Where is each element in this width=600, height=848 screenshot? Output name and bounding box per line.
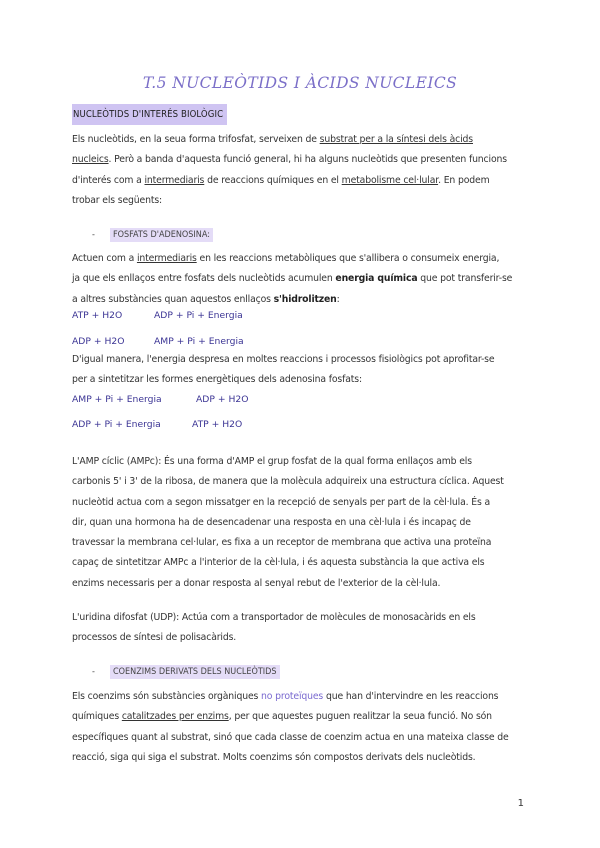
page-title: T.5 NUCLEÒTIDS I ÀCIDS NUCLEICS [142,74,458,92]
ampc-paragraph: L'AMP cíclic (AMPc): És una forma d'AMP el grup fosfat de la qual forma enllaços amb els carbonis 5' i 3' de la ribosa, de manera que la molècula adquireix una estructura cíclica. Aquest nucleòtid actua com a segon missatger en la recepció de senyals per part de la cèl·lula. És a dir, quan una hormona ha de desencadenar una resposta en una cèl·lula i és incapaç de travessar la membrana cel·lular, es fixa a un receptor de membrana que activa una proteïna capaç de sintetitzar AMPc a l'interior de la cèl·lula, i és aquesta substància la que activa els enzims necessaris per a donar resposta al senyal rebut de l'exterior de la cèl·lula. [72,456,504,589]
equation-amp-synthesis: AMP + Pi + Energia ADP + H2O [72,394,249,405]
intro-paragraph: Els nucleòtids, en la seua forma trifosfat, serveixen de substrat per a la síntesi dels àcids nucleics. Però a banda d'aquesta funció general, hi ha alguns nucleòtids que presenten funcions d'interés com a intermediaris de reaccions químiques en el metabolisme cel·lular. En podem trobar els següents: [72,134,507,206]
fosfats-paragraph-2: D'igual manera, l'energia despresa en moltes reaccions i processos fisiològics pot aprofitar-se per a sintetitzar les formes energètiques dels adenosina fosfats: [72,354,495,386]
coenzims-paragraph: Els coenzims són substàncies orgàniques no proteïques que han d'intervindre en les reaccions químiques catalitzades per enzims, per que aquestes puguen realitzar la seua funció. No són específiques quant al substrat, sinó que cada classe de coenzim actua en una mateixa classe de reacció, siga qui siga el substrat. Molts coenzims són compostos derivats dels nucleòtids. [72,691,509,763]
section-heading: NUCLEÒTIDS D'INTERÉS BIOLÒGIC [72,104,227,125]
equation-adp-synthesis: ADP + Pi + Energia ATP + H2O [72,419,243,430]
subheading-coenzims: - COENZIMS DERIVATS DELS NUCLEÒTIDS [92,667,280,677]
subheading-fosfats: - FOSFATS D'ADENOSINA: [92,230,213,240]
equation-adp-hydrolysis: ADP + H2O AMP + Pi + Energia [72,336,244,347]
equation-atp-hydrolysis: ATP + H2O ADP + Pi + Energia [72,310,243,321]
fosfats-paragraph: Actuen com a intermediaris en les reaccions metabòliques que s'allibera o consumeix energia, ja que els enllaços entre fosfats dels nucleòtids acumulen energia química que pot transferir-se a altres substàncies quan aquestos enllaços s'hidrolitzen: [72,253,513,305]
page-number: 1 [517,798,524,809]
udp-paragraph: L'uridina difosfat (UDP): Actúa com a transportador de molècules de monosacàrids en els processos de síntesi de polisacàrids. [72,612,476,644]
